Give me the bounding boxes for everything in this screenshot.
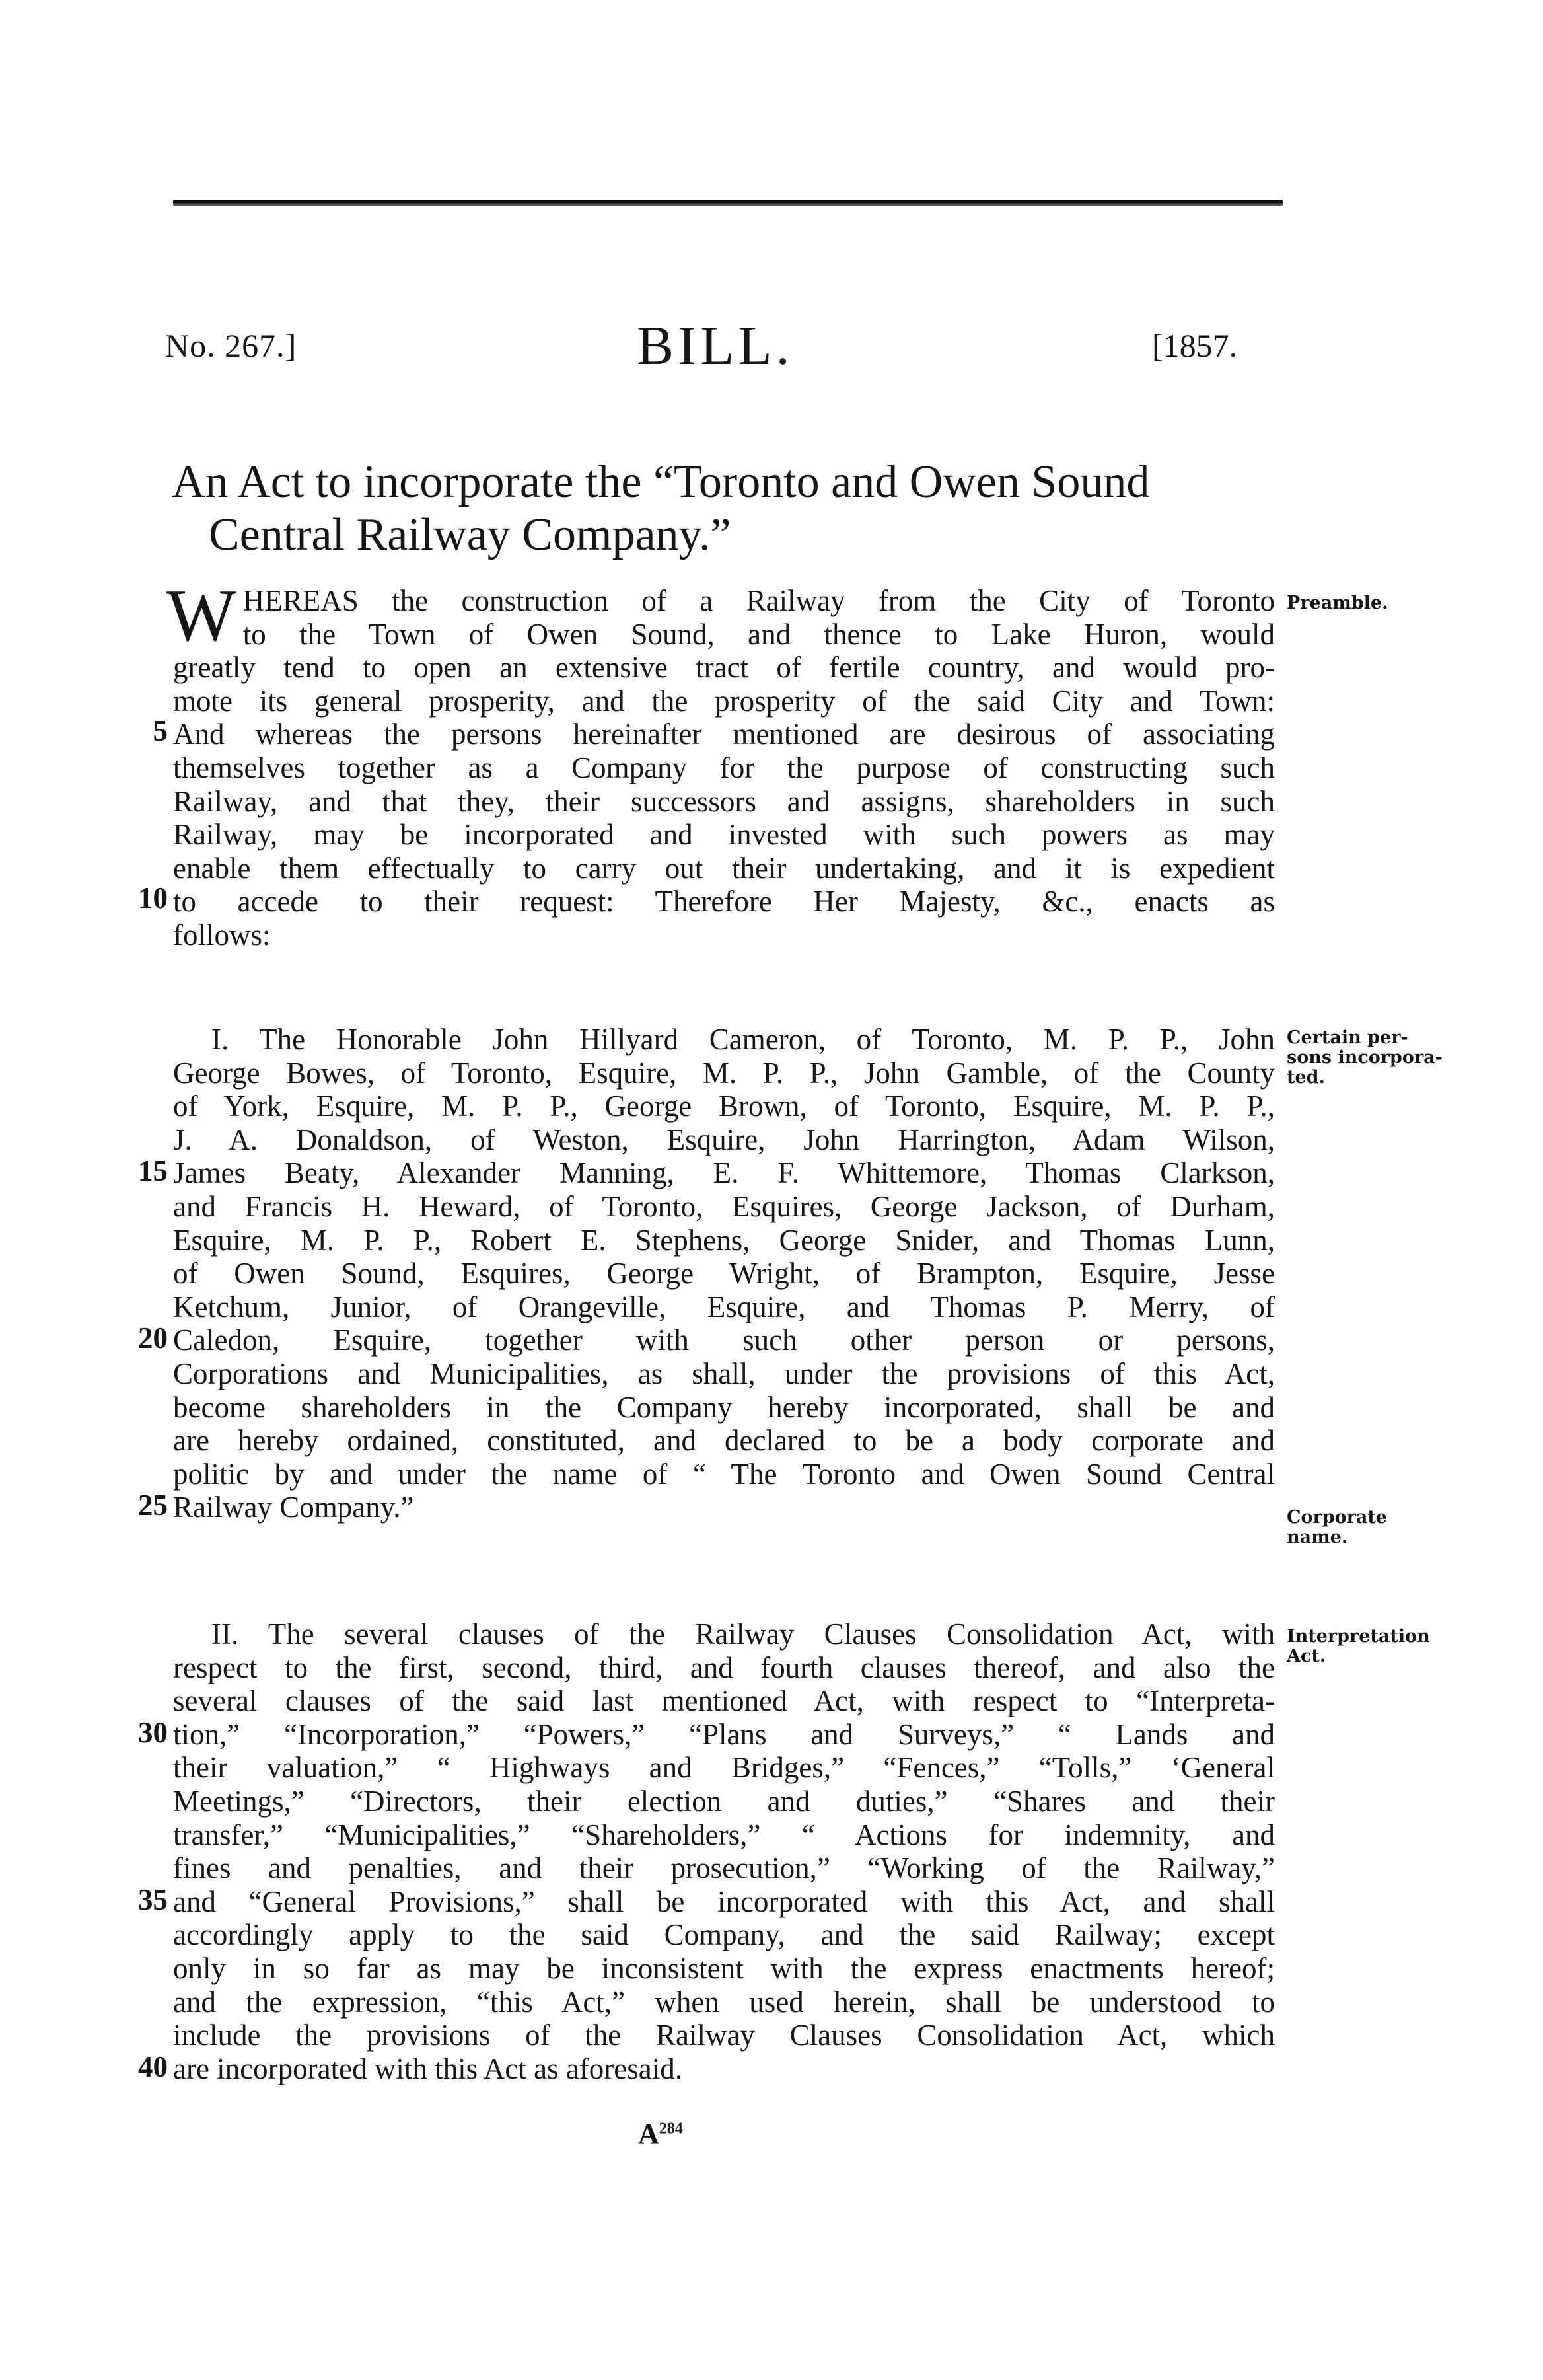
- preamble-line: HEREAS the construction of a Railway from the City of Toronto: [242, 584, 1275, 617]
- line-number: 40: [138, 2050, 168, 2083]
- margin-note-preamble: Preamble.: [1287, 593, 1388, 613]
- section-1-line: of York, Esquire, M. P. P., George Brown, of Toronto, Esquire, M. P. P.,: [173, 1090, 1275, 1123]
- section-2-line: tion,” “Incorporation,” “Powers,” “Plans and Surveys,” “ Lands and: [173, 1717, 1275, 1751]
- bill-heading: BILL.: [637, 315, 794, 377]
- section-1-line: James Beaty, Alexander Manning, E. F. Whittemore, Thomas Clarkson,: [173, 1156, 1275, 1190]
- act-title: [172, 456, 1295, 562]
- section-2-line: and the expression, “this Act,” when used herein, shall be understood to: [173, 1985, 1275, 2019]
- section-1-line: Esquire, M. P. P., Robert E. Stephens, George Snider, and Thomas Lunn,: [173, 1223, 1275, 1257]
- line-number: 20: [138, 1321, 168, 1355]
- section-1-line: J. A. Donaldson, of Weston, Esquire, John Harrington, Adam Wilson,: [173, 1123, 1275, 1156]
- section-2-line: transfer,” “Municipalities,” “Shareholders,” “ Actions for indemnity, and: [173, 1818, 1275, 1851]
- section-2-paragraph: [173, 1618, 1275, 2085]
- section-2-line: fines and penalties, and their prosecution,” “Working of the Railway,”: [173, 1851, 1275, 1885]
- section-1-line: politic by and under the name of “ The Toronto and Owen Sound Central: [173, 1457, 1275, 1491]
- section-1-line: are hereby ordained, constituted, and declared to be a body corporate and: [173, 1424, 1275, 1458]
- section-1-paragraph: [173, 1023, 1275, 1524]
- preamble-paragraph: [166, 575, 1275, 952]
- preamble-line: to the Town of Owen Sound, and thence to Lake Huron, would: [242, 617, 1275, 651]
- preamble-line: to accede to their request: Therefore Her Majesty, &c., enacts as: [173, 885, 1275, 918]
- signature-mark: [638, 2117, 683, 2151]
- section-2-line: respect to the first, second, third, and fourth clauses thereof, and also the: [173, 1651, 1275, 1684]
- section-2-line: several clauses of the said last mentioned Act, with respect to “Interpreta-: [173, 1684, 1275, 1718]
- margin-note-interpretation: Interpretation Act.: [1287, 1626, 1430, 1666]
- section-1-line: become shareholders in the Company hereby incorporated, shall be and: [173, 1390, 1275, 1424]
- section-1-line: Caledon, Esquire, together with such other person or persons,: [173, 1323, 1275, 1357]
- preamble-line: greatly tend to open an extensive tract of fertile country, and would pro-: [173, 651, 1275, 685]
- preamble-line: Railway, and that they, their successors and assigns, shareholders in such: [173, 784, 1275, 818]
- section-2-line: II. The several clauses of the Railway Clauses Consolidation Act, with: [211, 1618, 1275, 1651]
- bill-number: No. 267.]: [165, 327, 297, 364]
- preamble-line: And whereas the persons hereinafter mentioned are desirous of associating: [173, 718, 1275, 751]
- section-2-line: accordingly apply to the said Company, and the said Railway; except: [173, 1918, 1275, 1952]
- preamble-dropcap: W: [166, 575, 236, 657]
- act-title-line-2: Central Railway Company.”: [209, 509, 731, 560]
- section-2-line: and “General Provisions,” shall be incorporated with this Act, and shall: [173, 1884, 1275, 1918]
- bill-year: [1857.: [1152, 327, 1238, 364]
- line-number: 10: [138, 881, 168, 914]
- preamble-line: mote its general prosperity, and the prosperity of the said City and Town:: [173, 684, 1275, 718]
- line-number: 35: [138, 1883, 168, 1916]
- section-1-line: Corporations and Municipalities, as shall, under the provisions of this Act,: [173, 1357, 1275, 1390]
- preamble-line: themselves together as a Company for the purpose of constructing such: [173, 751, 1275, 784]
- margin-note-corporate-name: Corporate name.: [1287, 1507, 1387, 1547]
- section-2-line: include the provisions of the Railway Clauses Consolidation Act, which: [173, 2019, 1275, 2052]
- margin-note-certain-persons: Certain per-sons incorpora-ted.: [1287, 1027, 1443, 1088]
- section-1-line: and Francis H. Heward, of Toronto, Esquires, George Jackson, of Durham,: [173, 1189, 1275, 1223]
- section-1-line: I. The Honorable John Hillyard Cameron, of Toronto, M. P. P., John: [211, 1023, 1275, 1056]
- section-2-line: Meetings,” “Directors, their election and duties,” “Shares and their: [173, 1784, 1275, 1818]
- signature-letter: A: [638, 2118, 659, 2150]
- section-1-line: Ketchum, Junior, of Orangeville, Esquire, and Thomas P. Merry, of: [173, 1290, 1275, 1323]
- section-2-line: are incorporated with this Act as aforesaid.: [173, 2052, 682, 2085]
- line-number: 25: [138, 1489, 168, 1522]
- line-number: 5: [153, 714, 168, 747]
- line-number: 30: [138, 1716, 168, 1749]
- preamble-line: follows:: [173, 918, 271, 951]
- line-number: 15: [138, 1154, 168, 1187]
- section-1-line: Railway Company.”: [173, 1491, 414, 1524]
- section-2-line: only in so far as may be inconsistent with the express enactments hereof;: [173, 1951, 1275, 1985]
- preamble-line: enable them effectually to carry out their undertaking, and it is expedient: [173, 851, 1275, 885]
- act-title-line-1: An Act to incorporate the “Toronto and Owen Sound: [172, 457, 1150, 507]
- section-1-line: of Owen Sound, Esquires, George Wright, of Brampton, Esquire, Jesse: [173, 1257, 1275, 1290]
- section-2-line: their valuation,” “ Highways and Bridges,” “Fences,” “Tolls,” ‘General: [173, 1751, 1275, 1785]
- preamble-line: Railway, may be incorporated and invested with such powers as may: [173, 818, 1275, 852]
- top-rule: [173, 200, 1283, 206]
- section-1-line: George Bowes, of Toronto, Esquire, M. P. P., John Gamble, of the County: [173, 1056, 1275, 1090]
- signature-number: 284: [659, 2120, 683, 2138]
